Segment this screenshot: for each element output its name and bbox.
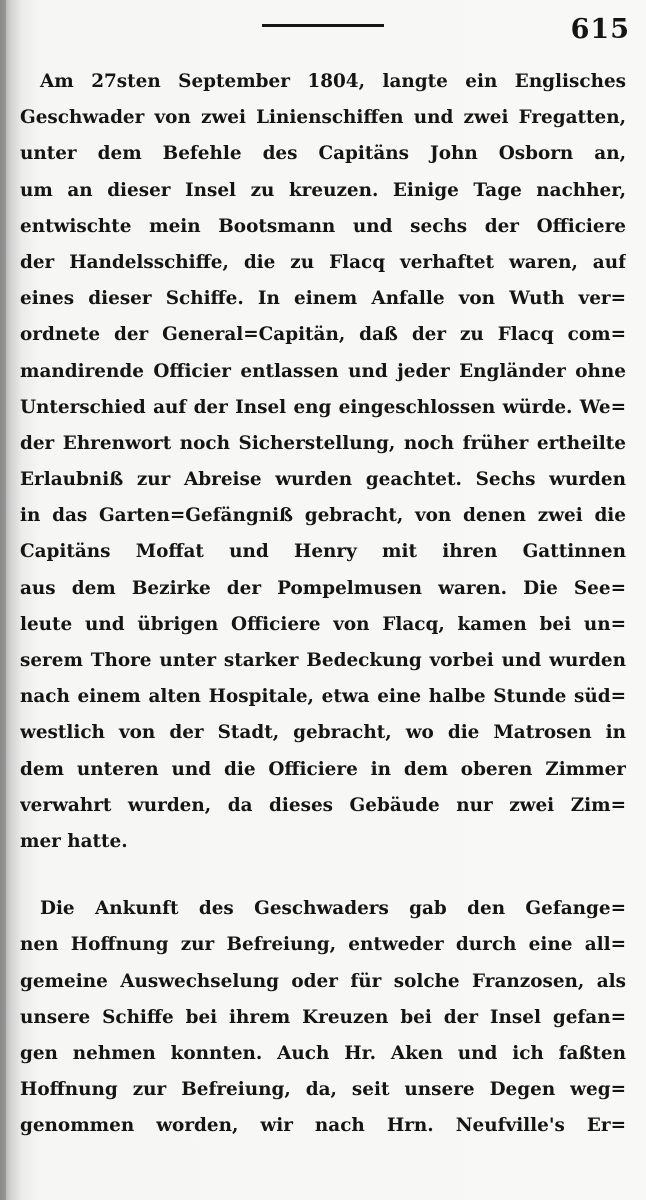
text-line: unsere Schiffe bei ihrem Kreuzen bei der Insel gefan= (20, 1006, 626, 1028)
page-number: 615 (570, 14, 630, 45)
text-line: ordnete der General=Capitän, daß der zu Flacq com= (20, 324, 626, 346)
paragraph (20, 64, 626, 860)
text-line: genommen worden, wir nach Hrn. Neufville's Er= (20, 1115, 626, 1137)
text-line: nach einem alten Hospitale, etwa eine halbe Stunde süd= (20, 686, 626, 708)
binding-shadow (0, 0, 6, 1200)
text-line: der Ehrenwort noch Sicherstellung, noch früher ertheilte (20, 432, 626, 454)
text-line: Capitäns Moffat und Henry mit ihren Gattinnen (20, 541, 626, 563)
text-line: leute und übrigen Officiere von Flacq, kamen bei un= (20, 613, 626, 635)
text-line: Geschwader von zwei Linienschiffen und zwei Fregatten, (20, 107, 626, 129)
text-line: entwischte mein Bootsmann und sechs der Officiere (20, 215, 626, 237)
text-line: Erlaubniß zur Abreise wurden geachtet. Sechs wurden (20, 469, 626, 491)
text-line: dem unteren und die Officiere in dem oberen Zimmer (20, 758, 626, 780)
text-line: in das Garten=Gefängniß gebracht, von denen zwei die (20, 505, 626, 527)
body-text (20, 64, 626, 1144)
text-line: Die Ankunft des Geschwaders gab den Gefange= (40, 898, 626, 920)
text-line: mer hatte. (20, 830, 128, 852)
paragraph (20, 891, 626, 1144)
text-line: gemeine Auswechselung oder für solche Franzosen, als (20, 970, 626, 992)
text-line: um an dieser Insel zu kreuzen. Einige Tage nachher, (20, 179, 626, 201)
header-rule (262, 24, 384, 27)
text-line: nen Hoffnung zur Befreiung, entweder durch eine all= (20, 934, 626, 956)
text-line: unter dem Befehle des Capitäns John Osborn an, (20, 143, 626, 165)
text-line: der Handelsschiffe, die zu Flacq verhaftet waren, auf (20, 251, 626, 273)
text-line: mandirende Officier entlassen und jeder Engländer ohne (20, 360, 626, 382)
text-line: serem Thore unter starker Bedeckung vorbei und wurden (20, 650, 626, 671)
text-line: Hoffnung zur Befreiung, da, seit unsere Degen weg= (20, 1079, 626, 1101)
text-line: westlich von der Stadt, gebracht, wo die Matrosen in (20, 722, 626, 744)
text-line: Unterschied auf der Insel eng eingeschlossen würde. We= (20, 396, 626, 418)
page-header (0, 0, 646, 56)
text-line: eines dieser Schiffe. In einem Anfalle von Wuth ver= (20, 288, 626, 310)
text-line: Am 27sten September 1804, langte ein Englisches (40, 71, 626, 92)
text-line: gen nehmen konnten. Auch Hr. Aken und ich faßten (20, 1042, 626, 1064)
text-line: verwahrt wurden, da dieses Gebäude nur zwei Zim= (20, 794, 626, 816)
text-line: aus dem Bezirke der Pompelmusen waren. Die See= (20, 577, 626, 599)
